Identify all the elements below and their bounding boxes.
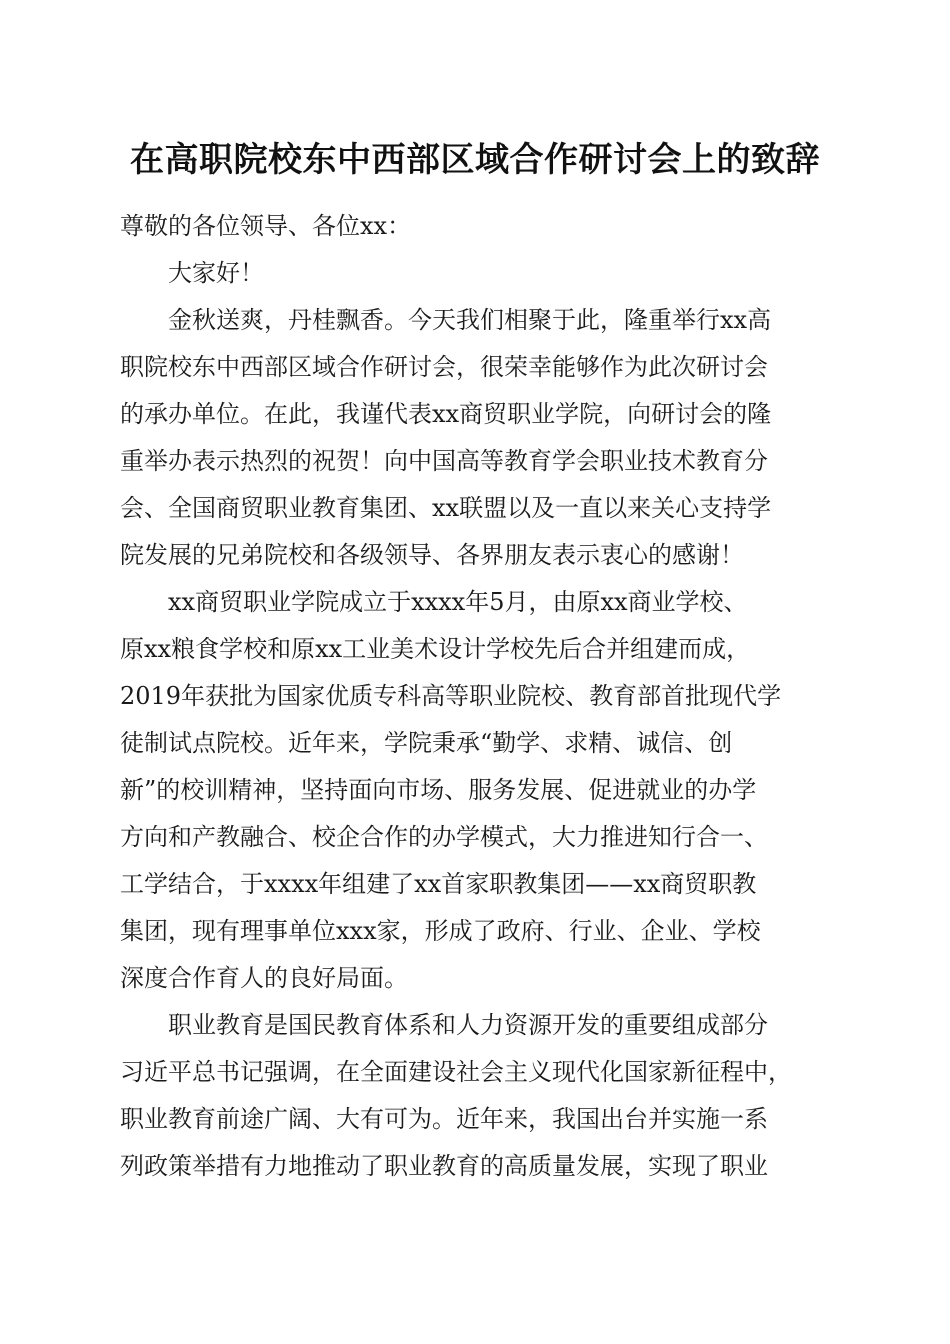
paragraph-1-line: 的承办单位。在此，我谨代表xx商贸职业学院，向研讨会的隆	[120, 400, 772, 428]
greeting: 大家好！	[168, 259, 264, 287]
paragraph-2	[120, 579, 832, 1002]
paragraph-2-line: 方向和产教融合、校企合作的办学模式，大力推进知行合一、	[120, 823, 768, 851]
paragraph-2-line: xx商贸职业学院成立于xxxx年5月，由原xx商业学校、	[168, 588, 748, 616]
paragraph-1-line: 金秋送爽，丹桂飘香。今天我们相聚于此，隆重举行xx高	[168, 306, 772, 334]
paragraph-3	[120, 1002, 832, 1190]
paragraph-3-line: 列政策举措有力地推动了职业教育的高质量发展，实现了职业	[120, 1152, 768, 1180]
paragraph-1-line: 重举办表示热烈的祝贺！向中国高等教育学会职业技术教育分	[120, 447, 768, 475]
paragraph-3-line: 职业教育前途广阔、大有可为。近年来，我国出台并实施一系	[120, 1105, 768, 1133]
paragraph-3-line: 习近平总书记强调，在全面建设社会主义现代化国家新征程中，	[120, 1058, 792, 1086]
paragraph-2-line: 深度合作育人的良好局面。	[120, 964, 408, 992]
paragraph-1-line: 职院校东中西部区域合作研讨会，很荣幸能够作为此次研讨会	[120, 353, 768, 381]
paragraph-2-line: 集团，现有理事单位xxx家，形成了政府、行业、企业、学校	[120, 917, 761, 945]
document-title: 在高职院校东中西部区域合作研讨会上的致辞	[130, 140, 820, 180]
paragraph-2-line: 徒制试点院校。近年来，学院秉承“勤学、求精、诚信、创	[120, 729, 733, 757]
paragraph-1-line: 会、全国商贸职业教育集团、xx联盟以及一直以来关心支持学	[120, 494, 772, 522]
paragraph-3-line: 职业教育是国民教育体系和人力资源开发的重要组成部分	[168, 1011, 768, 1039]
paragraph-1	[120, 297, 832, 579]
paragraph-2-line: 2019年获批为国家优质专科高等职业院校、教育部首批现代学	[120, 682, 782, 710]
salutation: 尊敬的各位领导、各位xx：	[120, 212, 412, 240]
paragraph-2-line: 原xx粮食学校和原xx工业美术设计学校先后合并组建而成，	[120, 635, 751, 663]
paragraph-1-line: 院发展的兄弟院校和各级领导、各界朋友表示衷心的感谢！	[120, 541, 744, 569]
paragraph-2-line: 新”的校训精神，坚持面向市场、服务发展、促进就业的办学	[120, 776, 757, 804]
document-body	[120, 203, 832, 1190]
paragraph-2-line: 工学结合，于xxxx年组建了xx首家职教集团——xx商贸职教	[120, 870, 757, 898]
